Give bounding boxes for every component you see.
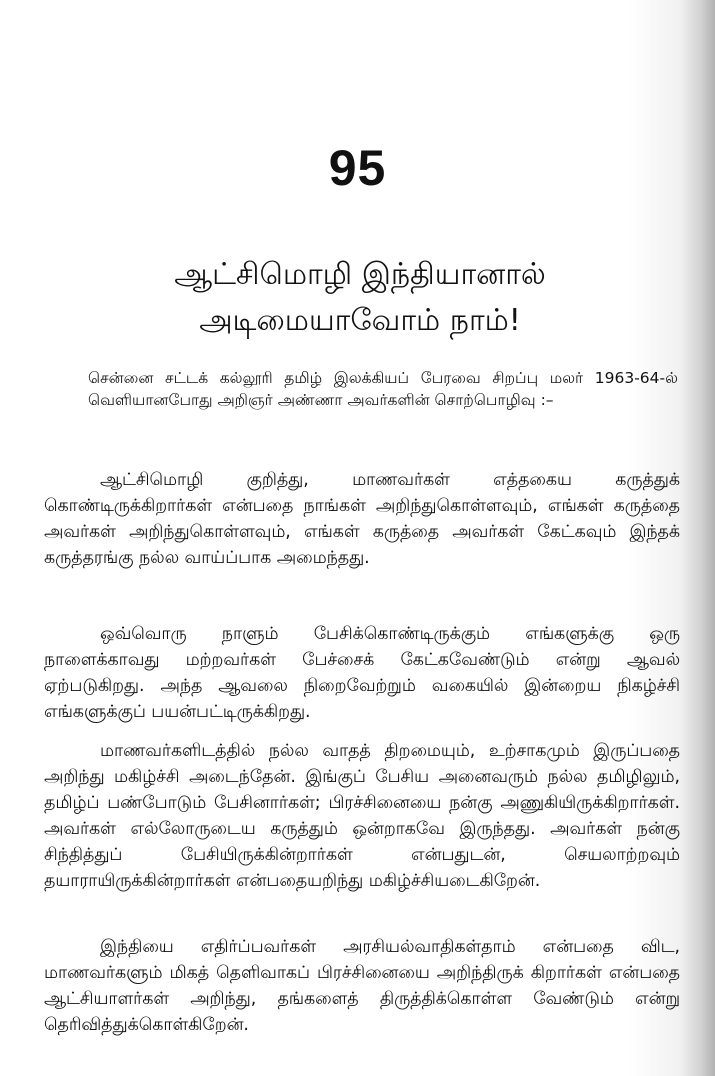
intro-note: சென்னை சட்டக் கல்லூரி தமிழ் இலக்கியப் பேரவை சிறப்பு மலர் 1963-64-ல் வெளியானபோது அறிஞர் அண்ணா அவர்களின் சொற்பொழிவு :–: [88, 369, 678, 409]
chapter-number: 95: [328, 140, 387, 196]
body-paragraph-2: ஒவ்வொரு நாளும் பேசிக்கொண்டிருக்கும் எங்களுக்கு ஒரு நாளைக்காவது மற்றவர்கள் பேச்சைக் கேட்கவேண்டும் என்று ஆவல் ஏற்படுகிறது. அந்த ஆவலை நிறைவேற்றும் வகையில் இன்றைய நிகழ்ச்சி எங்களுக்குப் பயன்பட்டிருக்கிறது.: [44, 624, 680, 722]
chapter-title: [60, 252, 660, 344]
chapter-title-line-1: ஆட்சிமொழி இந்தியானால்: [174, 257, 546, 292]
chapter-title-line-2: அடிமையாவோம் நாம்!: [199, 303, 521, 338]
body-paragraph-3: மாணவர்களிடத்தில் நல்ல வாதத் திறமையும், உற்சாகமும் இருப்பதை அறிந்து மகிழ்ச்சி அடைந்தேன். இங்குப் பேசிய அனைவரும் நல்ல தமிழிலும், தமிழ்ப் பண்போடும் பேசினார்கள்; பிரச்சினையை நன்கு அணுகியிருக்கிறார்கள். அவர்கள் எல்லோருடைய கருத்தும் ஒன்றாகவே இருந்தது. அவர்கள் நன்கு சிந்தித்துப் பேசியிருக்கின்றார்கள் என்பதுடன், செயலாற்றவும் தயாராயிருக்கின்றார்கள் என்பதையறிந்து மகிழ்ச்சியடைகிறேன்.: [44, 741, 680, 891]
body-paragraph-4: இந்தியை எதிர்ப்பவர்கள் அரசியல்வாதிகள்தாம் என்பதை விட, மாணவர்களும் மிகத் தெளிவாகப் பிரச்சினையை அறிந்திருக் கிறார்கள் என்பதை ஆட்சியாளர்கள் அறிந்து, தங்களைத் திருத்திக்கொள்ள வேண்டும் என்று தெரிவித்துக்கொள்கிறேன்.: [44, 937, 680, 1035]
body-paragraph-1: ஆட்சிமொழி குறித்து, மாணவர்கள் எத்தகைய கருத்துக் கொண்டிருக்கிறார்கள் என்பதை நாங்கள் அறிந்துகொள்ளவும், எங்கள் கருத்தை அவர்கள் அறிந்துகொள்ளவும், எங்கள் கருத்தை அவர்கள் கேட்கவும் இந்தக் கருத்தரங்கு நல்ல வாய்ப்பாக அமைந்தது.: [44, 470, 680, 568]
